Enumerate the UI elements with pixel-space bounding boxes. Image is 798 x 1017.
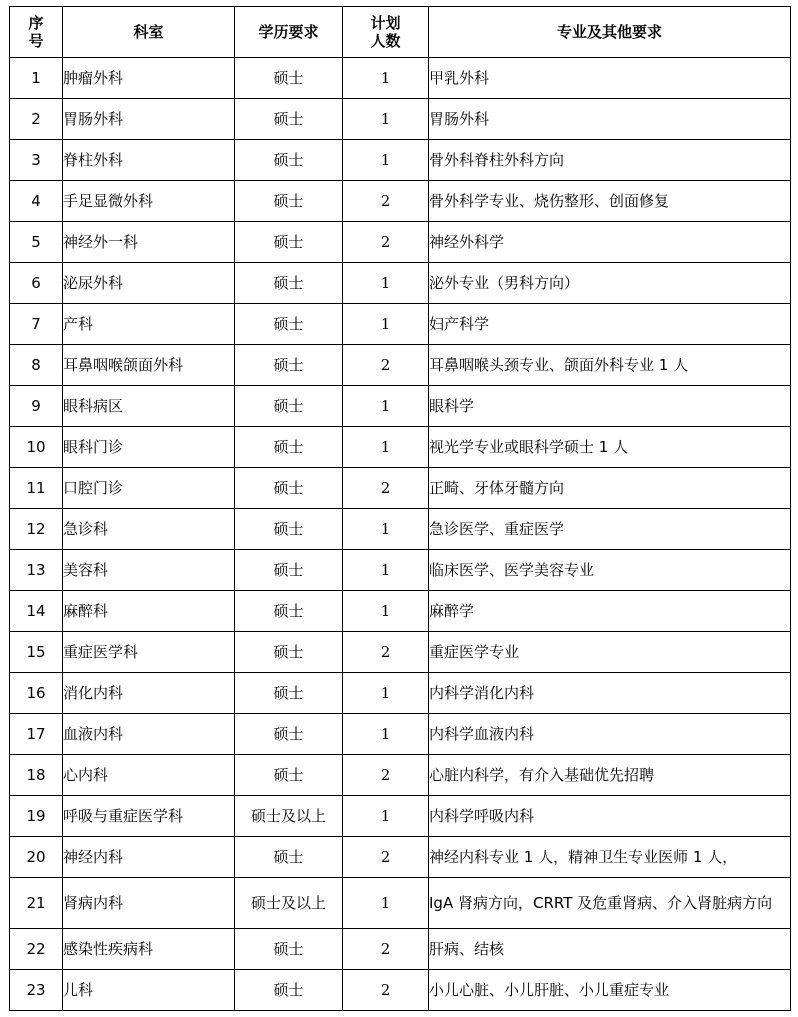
- table-row: [10, 714, 791, 755]
- cell-edu: 硕士: [235, 837, 343, 878]
- cell-dept: 重症医学科: [63, 632, 235, 673]
- cell-no: 19: [10, 796, 63, 837]
- cell-req: 骨外科脊柱外科方向: [429, 140, 791, 181]
- cell-edu: 硕士: [235, 386, 343, 427]
- cell-num: 2: [343, 929, 429, 970]
- cell-dept: 急诊科: [63, 509, 235, 550]
- cell-dept: 血液内科: [63, 714, 235, 755]
- cell-edu: 硕士: [235, 714, 343, 755]
- header-dept: 科室: [63, 7, 235, 58]
- header-row: [10, 7, 791, 58]
- cell-dept: 泌尿外科: [63, 263, 235, 304]
- cell-num: 2: [343, 345, 429, 386]
- cell-edu: 硕士: [235, 929, 343, 970]
- header-no: 序号: [10, 7, 63, 58]
- cell-no: 16: [10, 673, 63, 714]
- cell-num: 1: [343, 427, 429, 468]
- cell-no: 4: [10, 181, 63, 222]
- cell-edu: 硕士: [235, 755, 343, 796]
- cell-dept: 肾病内科: [63, 878, 235, 929]
- cell-no: 11: [10, 468, 63, 509]
- cell-num: 2: [343, 181, 429, 222]
- table-header: [10, 7, 791, 58]
- table-body: [10, 58, 791, 1011]
- table-row: [10, 345, 791, 386]
- table-row: [10, 181, 791, 222]
- cell-num: 1: [343, 386, 429, 427]
- cell-req: 内科学消化内科: [429, 673, 791, 714]
- cell-req: 骨外科学专业、烧伤整形、创面修复: [429, 181, 791, 222]
- cell-num: 1: [343, 714, 429, 755]
- cell-req: 正畸、牙体牙髓方向: [429, 468, 791, 509]
- cell-num: 2: [343, 970, 429, 1011]
- cell-req: 耳鼻咽喉头颈专业、颌面外科专业 1 人: [429, 345, 791, 386]
- cell-edu: 硕士: [235, 673, 343, 714]
- cell-num: 1: [343, 304, 429, 345]
- cell-no: 9: [10, 386, 63, 427]
- cell-req: 内科学呼吸内科: [429, 796, 791, 837]
- cell-req: 视光学专业或眼科学硕士 1 人: [429, 427, 791, 468]
- cell-dept: 眼科门诊: [63, 427, 235, 468]
- cell-req: 神经外科学: [429, 222, 791, 263]
- cell-no: 6: [10, 263, 63, 304]
- cell-edu: 硕士: [235, 58, 343, 99]
- cell-req: 神经内科专业 1 人，精神卫生专业医师 1 人，: [429, 837, 791, 878]
- cell-edu: 硕士: [235, 632, 343, 673]
- table-row: [10, 673, 791, 714]
- cell-req: 妇产科学: [429, 304, 791, 345]
- cell-edu: 硕士及以上: [235, 878, 343, 929]
- table-row: [10, 222, 791, 263]
- cell-edu: 硕士: [235, 509, 343, 550]
- cell-num: 1: [343, 796, 429, 837]
- cell-dept: 手足显微外科: [63, 181, 235, 222]
- cell-dept: 感染性疾病科: [63, 929, 235, 970]
- table-row: [10, 58, 791, 99]
- table-row: [10, 140, 791, 181]
- cell-req: 甲乳外科: [429, 58, 791, 99]
- cell-dept: 胃肠外科: [63, 99, 235, 140]
- cell-req: 胃肠外科: [429, 99, 791, 140]
- cell-req: 临床医学、医学美容专业: [429, 550, 791, 591]
- cell-edu: 硕士: [235, 468, 343, 509]
- cell-req: 重症医学专业: [429, 632, 791, 673]
- cell-edu: 硕士: [235, 591, 343, 632]
- cell-dept: 儿科: [63, 970, 235, 1011]
- table-row: [10, 99, 791, 140]
- table-row: [10, 970, 791, 1011]
- cell-num: 2: [343, 222, 429, 263]
- cell-num: 1: [343, 263, 429, 304]
- cell-dept: 神经内科: [63, 837, 235, 878]
- table-row: [10, 550, 791, 591]
- table-row: [10, 386, 791, 427]
- recruitment-table: [9, 6, 791, 1011]
- cell-dept: 产科: [63, 304, 235, 345]
- cell-dept: 神经外一科: [63, 222, 235, 263]
- cell-num: 1: [343, 550, 429, 591]
- cell-no: 3: [10, 140, 63, 181]
- cell-edu: 硕士: [235, 345, 343, 386]
- cell-edu: 硕士: [235, 181, 343, 222]
- cell-num: 2: [343, 755, 429, 796]
- cell-dept: 心内科: [63, 755, 235, 796]
- cell-num: 1: [343, 509, 429, 550]
- cell-no: 8: [10, 345, 63, 386]
- cell-dept: 消化内科: [63, 673, 235, 714]
- cell-edu: 硕士: [235, 427, 343, 468]
- cell-num: 1: [343, 99, 429, 140]
- table-row: [10, 837, 791, 878]
- cell-edu: 硕士: [235, 550, 343, 591]
- cell-num: 1: [343, 878, 429, 929]
- header-edu: 学历要求: [235, 7, 343, 58]
- cell-no: 7: [10, 304, 63, 345]
- cell-req: 眼科学: [429, 386, 791, 427]
- cell-req: 肝病、结核: [429, 929, 791, 970]
- cell-req: 急诊医学、重症医学: [429, 509, 791, 550]
- cell-no: 21: [10, 878, 63, 929]
- cell-num: 1: [343, 140, 429, 181]
- cell-no: 18: [10, 755, 63, 796]
- cell-req: 泌外专业（男科方向）: [429, 263, 791, 304]
- cell-dept: 眼科病区: [63, 386, 235, 427]
- cell-dept: 肿瘤外科: [63, 58, 235, 99]
- cell-edu: 硕士: [235, 970, 343, 1011]
- cell-num: 2: [343, 837, 429, 878]
- cell-req: 心脏内科学，有介入基础优先招聘: [429, 755, 791, 796]
- cell-req: IgA 肾病方向，CRRT 及危重肾病、介入肾脏病方向: [429, 878, 791, 929]
- cell-no: 20: [10, 837, 63, 878]
- cell-num: 1: [343, 591, 429, 632]
- cell-no: 17: [10, 714, 63, 755]
- cell-num: 2: [343, 632, 429, 673]
- table-row: [10, 263, 791, 304]
- cell-dept: 耳鼻咽喉颌面外科: [63, 345, 235, 386]
- table-row: [10, 929, 791, 970]
- table-row: [10, 304, 791, 345]
- cell-dept: 脊柱外科: [63, 140, 235, 181]
- cell-no: 23: [10, 970, 63, 1011]
- cell-edu: 硕士: [235, 140, 343, 181]
- cell-req: 内科学血液内科: [429, 714, 791, 755]
- table-row: [10, 591, 791, 632]
- cell-num: 1: [343, 58, 429, 99]
- cell-dept: 口腔门诊: [63, 468, 235, 509]
- header-plan: 计划人数: [343, 7, 429, 58]
- cell-no: 1: [10, 58, 63, 99]
- cell-edu: 硕士: [235, 263, 343, 304]
- table-row: [10, 427, 791, 468]
- table-row: [10, 796, 791, 837]
- cell-no: 14: [10, 591, 63, 632]
- cell-edu: 硕士: [235, 222, 343, 263]
- cell-dept: 呼吸与重症医学科: [63, 796, 235, 837]
- cell-no: 12: [10, 509, 63, 550]
- cell-num: 1: [343, 673, 429, 714]
- cell-req: 麻醉学: [429, 591, 791, 632]
- cell-no: 5: [10, 222, 63, 263]
- table-row: [10, 878, 791, 929]
- cell-no: 15: [10, 632, 63, 673]
- cell-num: 2: [343, 468, 429, 509]
- table-row: [10, 755, 791, 796]
- cell-no: 22: [10, 929, 63, 970]
- cell-no: 13: [10, 550, 63, 591]
- header-req: 专业及其他要求: [429, 7, 791, 58]
- table-row: [10, 632, 791, 673]
- cell-edu: 硕士: [235, 99, 343, 140]
- cell-dept: 美容科: [63, 550, 235, 591]
- cell-req: 小儿心脏、小儿肝脏、小儿重症专业: [429, 970, 791, 1011]
- cell-edu: 硕士: [235, 304, 343, 345]
- table-row: [10, 468, 791, 509]
- cell-edu: 硕士及以上: [235, 796, 343, 837]
- table-row: [10, 509, 791, 550]
- cell-no: 2: [10, 99, 63, 140]
- cell-dept: 麻醉科: [63, 591, 235, 632]
- cell-no: 10: [10, 427, 63, 468]
